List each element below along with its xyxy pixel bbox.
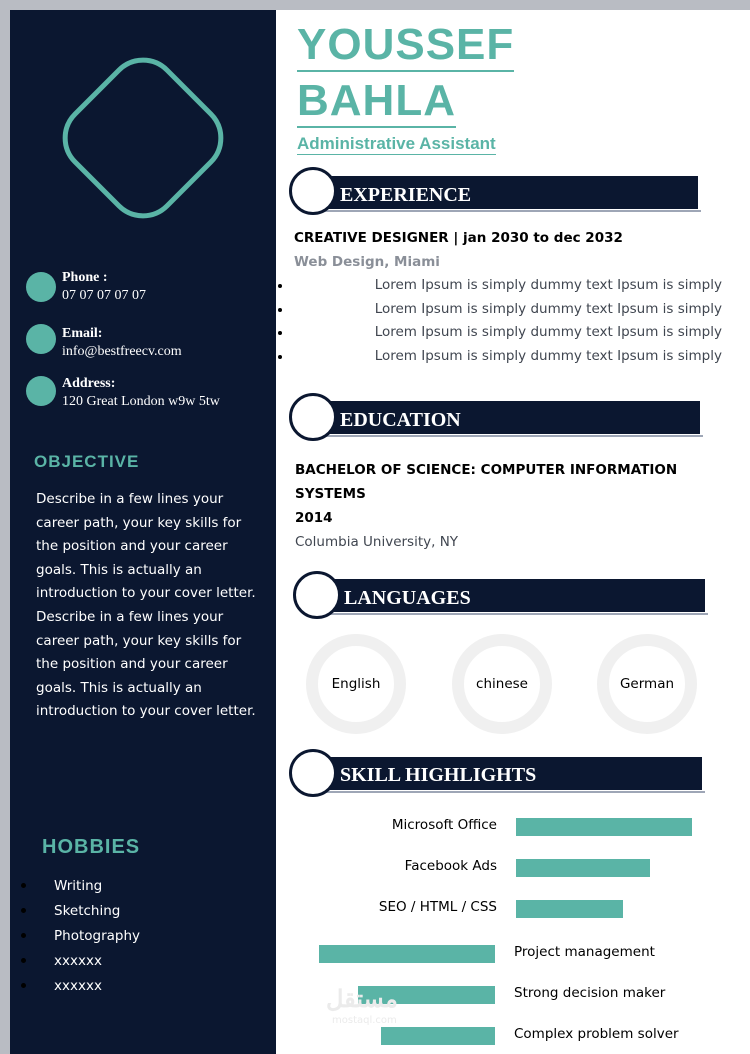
experience-heading: EXPERIENCE (340, 184, 472, 206)
skill-bar-problem-solver (381, 1027, 495, 1045)
profile-photo-frame (50, 45, 236, 231)
skill-label: Facebook Ads (404, 858, 497, 874)
skill-label: Microsoft Office (391, 817, 497, 833)
list-item: Lorem Ipsum is simply dummy text Ipsum is simply (270, 299, 725, 323)
experience-circle-icon (289, 167, 337, 215)
hobbies-list (10, 876, 276, 1001)
edu-year: 2014 (295, 510, 333, 526)
edu-school: Columbia University, NY (295, 534, 459, 550)
phone-value: 07 07 07 07 07 (62, 288, 146, 303)
edu-degree: BACHELOR OF SCIENCE: COMPUTER INFORMATION SYSTEMS (295, 462, 678, 502)
job-title: CREATIVE DESIGNER | jan 2030 to dec 2032 (294, 230, 623, 246)
list-item: Photography (10, 926, 276, 951)
skill-label: Complex problem solver (514, 1026, 679, 1042)
watermark-url: mostaql.com (332, 1015, 397, 1026)
objective-text: Describe in a few lines your career path, your key skills for the position and your career goals. This is actually an introduction to your cover letter. Describe in a few lines your career path, your key skills for the position and your career goals. This is actually an introduction to your cover letter. (36, 491, 256, 720)
skill-label: Project management (514, 944, 655, 960)
language-ring-chinese: chinese (452, 634, 552, 734)
name-first: YOUSSEF (297, 20, 514, 72)
skills-heading: SKILL HIGHLIGHTS (340, 764, 537, 786)
skill-bar-seo (516, 900, 623, 918)
skill-label: SEO / HTML / CSS (378, 899, 497, 915)
email-icon (26, 324, 56, 354)
skill-bar-facebook-ads (516, 859, 650, 877)
list-item: Lorem Ipsum is simply dummy text Ipsum is simply (270, 275, 725, 299)
resume-page (10, 10, 750, 1054)
list-item: Lorem Ipsum is simply dummy text Ipsum is simply (270, 346, 725, 370)
objective-heading: OBJECTIVE (34, 452, 140, 471)
sidebar (10, 10, 276, 1054)
address-value: 120 Great London w9w 5tw (62, 394, 220, 409)
list-item: xxxxxx (10, 951, 276, 976)
email-value: info@bestfreecv.com (62, 344, 182, 359)
list-item: Sketching (10, 901, 276, 926)
watermark-logo: مستقل (326, 986, 398, 1013)
skill-label: Strong decision maker (514, 985, 666, 1001)
job-place: Web Design, Miami (294, 254, 440, 270)
skills-circle-icon (289, 749, 337, 797)
language-ring-german: German (597, 634, 697, 734)
education-heading: EDUCATION (340, 409, 461, 431)
experience-list (270, 275, 725, 370)
list-item: Lorem Ipsum is simply dummy text Ipsum is simply (270, 322, 725, 346)
list-item: Writing (10, 876, 276, 901)
skill-bar-project-management (319, 945, 495, 963)
name-last: BAHLA (297, 76, 456, 128)
education-circle-icon (289, 393, 337, 441)
list-item: xxxxxx (10, 976, 276, 1001)
address-label: Address: (62, 376, 116, 391)
job-role: Administrative Assistant (297, 134, 496, 153)
languages-heading: LANGUAGES (344, 587, 471, 609)
phone-icon (26, 272, 56, 302)
email-label: Email: (62, 326, 103, 341)
languages-circle-icon (293, 571, 341, 619)
hobbies-heading: HOBBIES (42, 836, 141, 858)
language-ring-english: English (306, 634, 406, 734)
address-icon (26, 376, 56, 406)
skill-bar-microsoft-office (516, 818, 692, 836)
phone-label: Phone : (62, 270, 108, 285)
